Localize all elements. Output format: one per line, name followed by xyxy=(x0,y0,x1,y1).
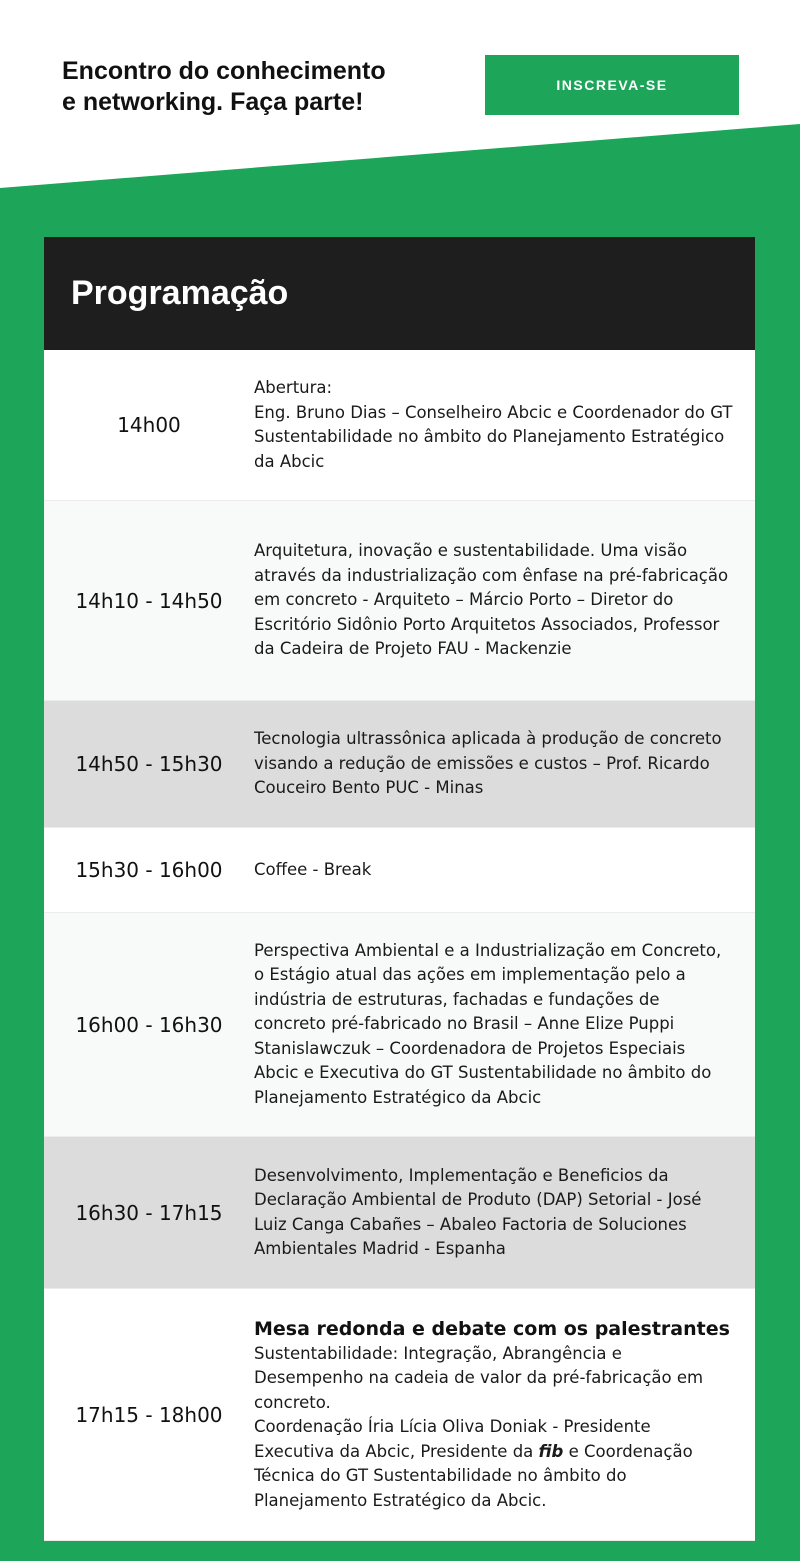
schedule-row xyxy=(44,828,755,913)
session-time: 17h15 - 18h00 xyxy=(75,1402,223,1427)
hero-headline: Encontro do conhecimento e networking. Faça parte! xyxy=(62,57,386,116)
schedule-row xyxy=(44,701,755,828)
schedule-row xyxy=(44,1137,755,1289)
session-time: 15h30 - 16h00 xyxy=(75,858,223,882)
session-description-text-end: e Coordenação Técnica do GT Sustentabilidade no âmbito do Planejamento Estratégico da Abcic. xyxy=(254,1441,693,1510)
fib-emphasis: fib xyxy=(538,1441,564,1461)
schedule-panel xyxy=(44,237,755,1541)
session-time: 14h00 xyxy=(117,413,181,437)
schedule-header xyxy=(44,237,755,350)
session-description: Coffee - Break xyxy=(254,859,372,879)
schedule-row xyxy=(44,501,755,701)
register-button[interactable]: INSCREVA-SE xyxy=(485,55,739,115)
schedule-row xyxy=(44,913,755,1137)
session-description: Desenvolvimento, Implementação e Beneficios da Declaração Ambiental de Produto (DAP) Setorial - José Luiz Canga Cabañes – Abaleo Factoria de Soluciones Ambientales Madrid - Espanha xyxy=(254,1165,702,1258)
schedule-title: Programação xyxy=(71,274,289,312)
session-description-text: Sustentabilidade: Integração, Abrangência e Desempenho na cadeia de valor da pré-fabricação em concreto. Coordenação Íria Lícia Oliva Doniak - Presidente Executiva da Abcic, Presidente da xyxy=(254,1343,704,1461)
session-description xyxy=(254,1316,755,1514)
session-time: 16h00 - 16h30 xyxy=(75,1012,223,1037)
session-description: Perspectiva Ambiental e a Industrialização em Concreto, o Estágio atual das ações em implementação pelo a indústria de estruturas, fachadas e fundações de concreto pré-fabricado no Brasil – Anne Elize Puppi Stanislawczuk – Coordenadora de Projetos Especiais Abcic e Executiva do GT Sustentabilidade no âmbito do Planejamento Estratégico da Abcic xyxy=(254,940,722,1107)
session-description: Abertura: Eng. Bruno Dias – Conselheiro Abcic e Coordenador do GT Sustentabilidade no âmbito do Planejamento Estratégico da Abcic xyxy=(254,378,733,471)
session-title: Mesa redonda e debate com os palestrantes xyxy=(254,1317,730,1340)
session-description: Arquitetura, inovação e sustentabilidade. Uma visão através da industrialização com ênfase na pré-fabricação em concreto - Arquiteto – Márcio Porto – Diretor do Escritório Sidônio Porto Arquitetos Associados, Professor da Cadeira de Projeto FAU - Mackenzie xyxy=(254,541,729,659)
session-time: 16h30 - 17h15 xyxy=(75,1200,223,1225)
schedule-row xyxy=(44,1289,755,1541)
schedule-row xyxy=(44,350,755,501)
session-description: Tecnologia ultrassônica aplicada à produção de concreto visando a redução de emissões e custos – Prof. Ricardo Couceiro Bento PUC - Minas xyxy=(254,729,722,798)
session-time: 14h50 - 15h30 xyxy=(75,752,223,776)
session-time: 14h10 - 14h50 xyxy=(75,588,223,613)
